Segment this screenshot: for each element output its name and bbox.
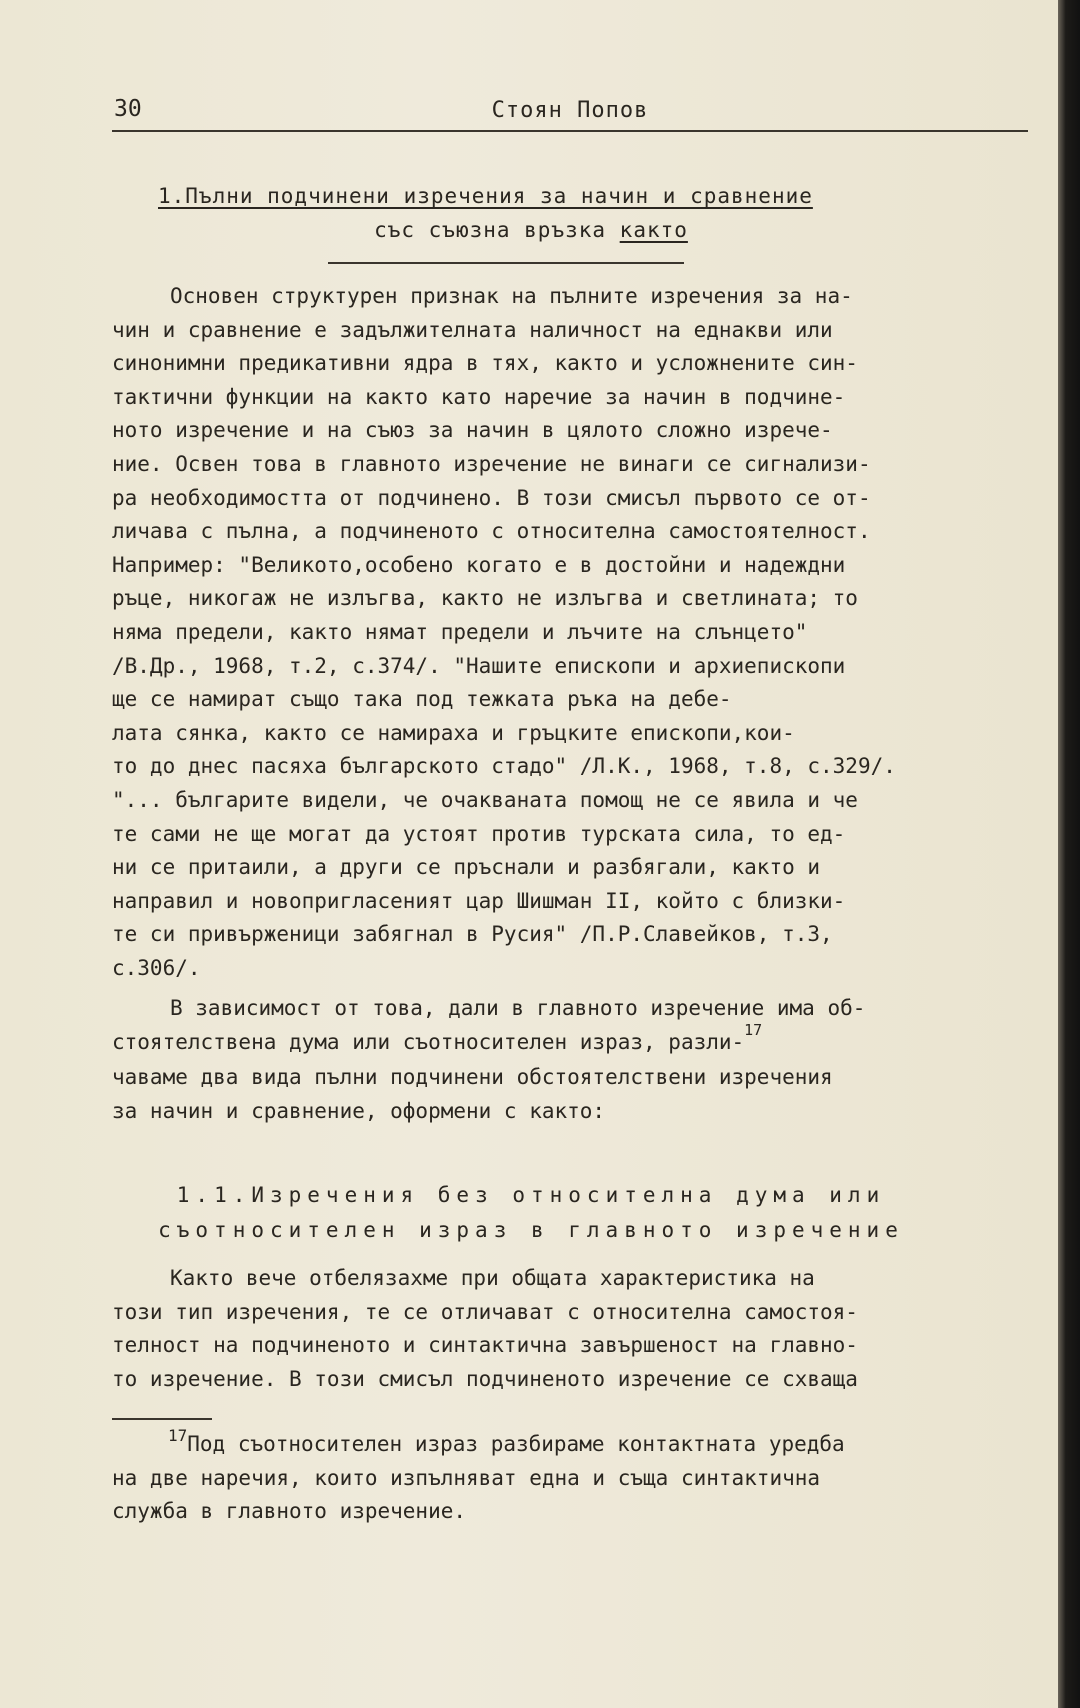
paragraph-line: то до днес пасяха българското стадо" /Л.К., 1968, т.8, с.329/. [112, 754, 896, 779]
section-title-line1: 1.Пълни подчинени изречения за начин и сравнение [158, 184, 813, 208]
paragraph-line: лата сянка, както се намираха и гръцките епископи,кои- [112, 720, 795, 745]
paragraph-line: /В.Др., 1968, т.2, с.374/. "Нашите епископи и архиепископи [112, 653, 846, 678]
section-title-keyword: както [619, 218, 688, 242]
section-title-line2 [0, 218, 1062, 242]
footnote-mark: 17 [168, 1426, 188, 1445]
paragraph-line: ното изречение и на съюз за начин в цялото сложно изрече- [112, 418, 833, 443]
paragraph-line: ще се намират също така под тежката ръка на дебе- [112, 687, 732, 712]
paragraph-2 [112, 992, 1032, 1128]
paragraph-line: чаваме два вида пълни подчинени обстоятелствени изречения [112, 1065, 833, 1090]
footnote-reference: 17 [744, 1020, 763, 1039]
paragraph-line: ръце, никогаж не излъгва, както не излъгва и светлината; то [112, 586, 858, 611]
paragraph-line: с.306/. [112, 955, 201, 980]
paragraph-line [112, 1020, 1032, 1062]
footnote [112, 1428, 1032, 1528]
paragraph-line: ние. Освен това в главното изречение не винаги се сигнализи- [112, 451, 871, 476]
footnote-divider [112, 1418, 212, 1420]
running-head: Стоян Попов [491, 98, 649, 123]
paragraph-3 [112, 1262, 1032, 1396]
section-title-prefix: със съюзна връзка [374, 218, 620, 242]
subsection-title-line2: съотносителен израз в главното изречение [158, 1218, 904, 1242]
paragraph-line: личава с пълна, а подчиненото с относителна самостоятелност. [112, 519, 871, 544]
title-divider [328, 262, 684, 264]
paragraph-line: "... българите видели, че очакваната помощ не се явила и че [112, 787, 858, 812]
paragraph-line: няма предели, както нямат предели и лъчите на слънцето" [112, 619, 808, 644]
paragraph-line: този тип изречения, те се отличават с относителна самостоя- [112, 1299, 858, 1324]
footnote-line [112, 1428, 1032, 1462]
paragraph-line: за начин и сравнение, оформени с както: [112, 1098, 606, 1123]
paragraph-line: направил и новопригласеният цар Шишман II, който с близки- [112, 888, 846, 913]
paragraph-1 [112, 280, 1032, 985]
paragraph-line: чин и сравнение е задължителната наличност на еднакви или [112, 317, 833, 342]
paragraph-line: ни се притаили, а други се пръснали и разбягали, както и [112, 855, 821, 880]
paragraph-line: тактични функции на както като наречие за начин в подчине- [112, 384, 846, 409]
paragraph-line: ра необходимостта от подчинено. В този смисъл първото се от- [112, 485, 871, 510]
paragraph-line: те сами не ще могат да устоят против турската сила, то ед- [112, 821, 846, 846]
footnote-line: служба в главното изречение. [112, 1499, 467, 1523]
subsection-title-line1: 1.1.Изречения без относителна дума или [176, 1183, 886, 1207]
paragraph-line: Както вече отбелязахме при общата характеристика на [170, 1266, 815, 1290]
footnote-line: на две наречия, които изпълняват една и съща синтактична [112, 1466, 821, 1490]
paragraph-line: Основен структурен признак на пълните изречения за на- [170, 284, 853, 308]
paragraph-line: то изречение. В този смисъл подчиненото изречение се схваща [112, 1366, 858, 1391]
page-header [112, 96, 1028, 132]
paragraph-line: телност на подчиненото и синтактична завършеност на главно- [112, 1333, 858, 1358]
footnote-line-text: Под съотносителен израз разбираме контактната уредба [187, 1432, 845, 1456]
paragraph-line-text: стоятелствена дума или съотносителен израз, разли- [112, 1029, 745, 1054]
paragraph-line: синонимни предикативни ядра в тях, както и усложнените син- [112, 351, 858, 376]
book-binding-edge [1058, 0, 1080, 1708]
paragraph-line: те си привърженици забягнал в Русия" /П.Р.Славейков, т.3, [112, 922, 833, 947]
page-number: 30 [114, 96, 142, 122]
paragraph-line: Например: "Великото,особено когато е в достойни и надеждни [112, 552, 846, 577]
paragraph-line: В зависимост от това, дали в главното изречение има об- [170, 996, 866, 1020]
